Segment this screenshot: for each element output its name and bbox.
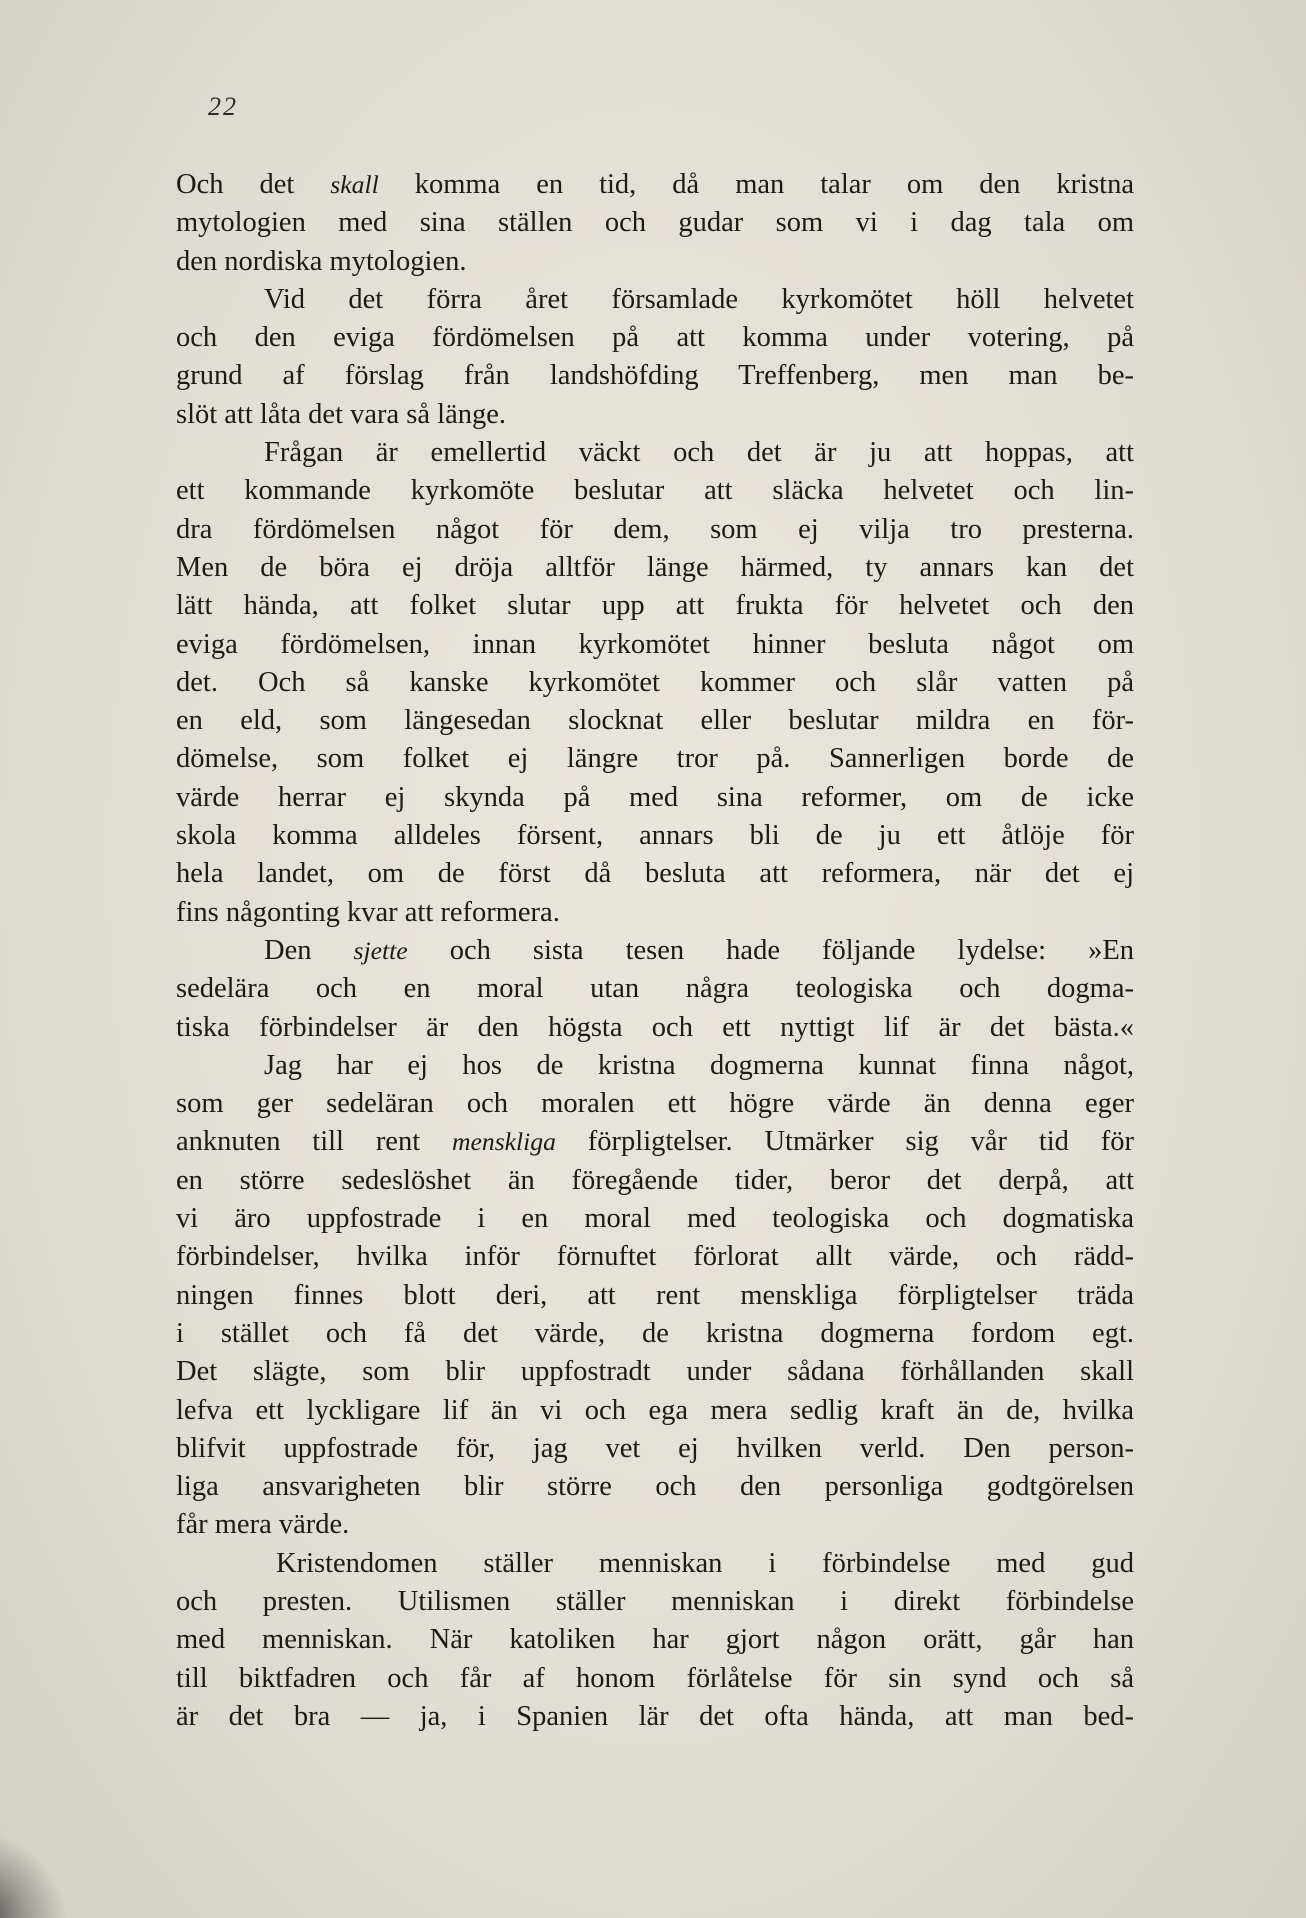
text-segment: hela landet, om de först då besluta att reformera, när det ej xyxy=(176,858,1134,890)
text-line xyxy=(176,932,1134,970)
text-segment: blifvit uppfostrade för, jag vet ej hvilken verld. Den person- xyxy=(176,1432,1134,1464)
text-segment: eviga fördömelsen, innan kyrkomötet hinner besluta något om xyxy=(176,628,1134,660)
text-segment: som ger sedeläran och moralen ett högre värde än denna eger xyxy=(176,1088,1134,1120)
text-line xyxy=(176,319,1134,357)
text-line xyxy=(176,894,1134,932)
text-line xyxy=(176,626,1134,664)
text-line xyxy=(176,702,1134,740)
text-segment: i stället och få det värde, de kristna dogmerna fordom egt. xyxy=(176,1317,1134,1349)
text-segment: till biktfadren och får af honom förlåtelse för sin synd och så xyxy=(176,1662,1134,1694)
text-segment: liga ansvarigheten blir större och den personliga godtgörelsen xyxy=(176,1471,1134,1503)
text-segment: och den eviga fördömelsen på att komma under votering, på xyxy=(176,322,1134,354)
text-line xyxy=(176,166,1134,204)
text-segment: anknuten till rent xyxy=(176,1126,452,1158)
text-line xyxy=(176,1277,1134,1315)
text-line xyxy=(176,1238,1134,1276)
text-line xyxy=(176,855,1134,893)
text-line xyxy=(176,779,1134,817)
text-segment: komma en tid, då man talar om den kristna xyxy=(378,169,1134,200)
text-line xyxy=(176,1315,1134,1353)
text-line xyxy=(176,1430,1134,1468)
text-line xyxy=(176,1660,1134,1698)
text-segment: skola komma alldeles försent, annars bli de ju ett åtlöje för xyxy=(176,820,1134,852)
text-line xyxy=(176,243,1134,281)
text-segment: Jag har ej hos de kristna dogmerna kunnat finna något, xyxy=(264,1049,1134,1081)
text-line xyxy=(176,1583,1134,1621)
text-segment: med menniskan. När katoliken har gjort någon orätt, går han xyxy=(176,1624,1134,1656)
text-line xyxy=(176,472,1134,510)
text-line xyxy=(176,396,1134,434)
text-line xyxy=(176,204,1134,242)
text-line xyxy=(176,1506,1134,1544)
text-segment: lätt hända, att folket slutar upp att frukta för helvetet och den xyxy=(176,590,1134,622)
text-segment: förpligtelser. Utmärker sig vår tid för xyxy=(555,1126,1134,1158)
text-segment: dra fördömelsen något för dem, som ej vilja tro presterna. xyxy=(176,513,1134,545)
text-line xyxy=(176,357,1134,395)
text-line xyxy=(176,1162,1134,1200)
italic-word: menskliga xyxy=(451,1127,556,1157)
text-segment: är det bra — ja, i Spanien lär det ofta hända, att man bed- xyxy=(176,1700,1134,1732)
text-line xyxy=(176,1468,1134,1506)
text-segment: det. Och så kanske kyrkomötet kommer och slår vatten på xyxy=(176,666,1134,698)
text-line xyxy=(176,549,1134,587)
text-segment: ningen finnes blott deri, att rent menskliga förpligtelser träda xyxy=(176,1279,1134,1311)
text-line xyxy=(176,1392,1134,1430)
text-segment: dömelse, som folket ej längre tror på. Sannerligen borde de xyxy=(176,743,1134,775)
text-segment: Vid det förra året församlade kyrkomötet höll helvetet xyxy=(264,283,1134,315)
text-line xyxy=(176,1047,1134,1085)
page-corner-shadow xyxy=(0,1828,98,1918)
text-segment: Kristendomen ställer menniskan i förbindelse med gud xyxy=(276,1547,1134,1579)
text-segment: sedelära och en moral utan några teologiska och dogma- xyxy=(176,973,1134,1005)
text-segment: en större sedeslöshet än föregående tider, beror det derpå, att xyxy=(176,1164,1134,1196)
text-line xyxy=(176,1009,1134,1047)
text-segment: fins någonting kvar att reformera. xyxy=(176,896,560,928)
text-line xyxy=(176,817,1134,855)
text-line xyxy=(176,970,1134,1008)
page-number: 22 xyxy=(208,92,238,121)
text-segment: Och det xyxy=(176,169,331,200)
text-line xyxy=(176,1200,1134,1238)
text-segment: den nordiska mytologien. xyxy=(176,245,467,277)
text-segment: Frågan är emellertid väckt och det är ju att hoppas, att xyxy=(264,437,1134,469)
text-segment: Det slägte, som blir uppfostradt under sådana förhållanden skall xyxy=(176,1356,1134,1388)
text-line xyxy=(176,664,1134,702)
text-segment: ett kommande kyrkomöte beslutar att släcka helvetet och lin- xyxy=(176,475,1134,507)
text-line xyxy=(176,1123,1134,1161)
text-segment: och presten. Utilismen ställer menniskan i direkt förbindelse xyxy=(176,1585,1134,1617)
text-segment: grund af förslag från landshöfding Treffenberg, men man be- xyxy=(176,360,1134,392)
italic-word: sjette xyxy=(353,935,408,965)
italic-word: skall xyxy=(330,170,379,199)
text-segment: får mera värde. xyxy=(176,1509,350,1541)
text-segment: förbindelser, hvilka inför förnuftet förlorat allt värde, och rädd- xyxy=(176,1241,1134,1273)
text-segment: Men de böra ej dröja alltför länge härmed, ty annars kan det xyxy=(176,551,1134,583)
text-line xyxy=(176,1698,1134,1736)
text-line xyxy=(176,434,1134,472)
text-segment: värde herrar ej skynda på med sina reformer, om de icke xyxy=(176,781,1134,813)
text-line xyxy=(176,1353,1134,1391)
text-line xyxy=(176,511,1134,549)
body-text xyxy=(176,166,1134,1736)
text-segment: en eld, som längesedan slocknat eller beslutar mildra en för- xyxy=(176,705,1134,737)
text-line xyxy=(176,740,1134,778)
text-line xyxy=(176,587,1134,625)
text-segment: Den xyxy=(264,934,354,966)
text-segment: lefva ett lyckligare lif än vi och ega mera sedlig kraft än de, hvilka xyxy=(176,1394,1134,1426)
text-segment: tiska förbindelser är den högsta och ett nyttigt lif är det bästa.« xyxy=(176,1011,1134,1043)
text-segment: vi äro uppfostrade i en moral med teologiska och dogmatiska xyxy=(176,1203,1134,1235)
text-line xyxy=(176,1621,1134,1659)
text-segment: mytologien med sina ställen och gudar som vi i dag tala om xyxy=(176,207,1134,239)
text-segment: slöt att låta det vara så länge. xyxy=(176,398,506,430)
text-line xyxy=(176,1085,1134,1123)
text-segment: och sista tesen hade följande lydelse: »En xyxy=(407,934,1135,966)
text-line xyxy=(176,1545,1134,1583)
text-line xyxy=(176,281,1134,319)
